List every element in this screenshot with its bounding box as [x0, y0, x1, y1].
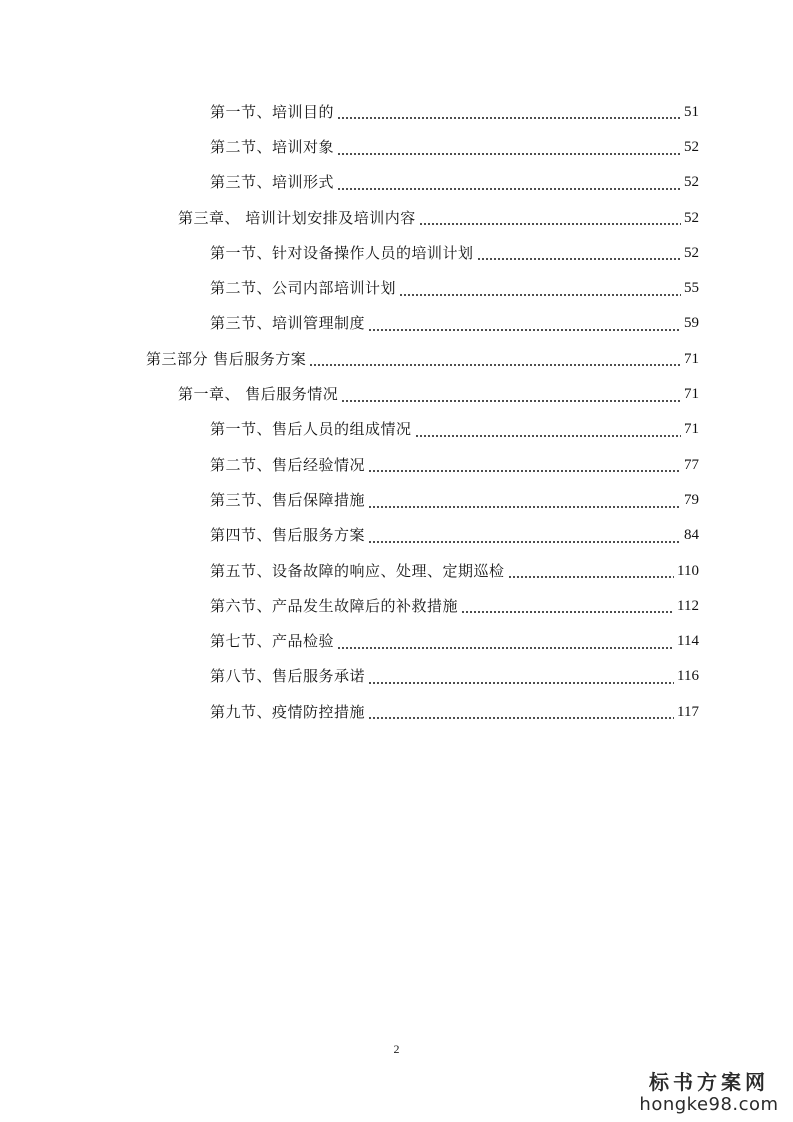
toc-entry[interactable] [0, 200, 793, 235]
toc-entry-title: 第七节、产品检验 [210, 632, 335, 651]
toc-entry-title: 第六节、产品发生故障后的补救措施 [210, 596, 459, 615]
toc-entry[interactable] [0, 129, 793, 164]
toc-entry[interactable] [0, 482, 793, 517]
toc-page-number: 110 [677, 562, 699, 579]
watermark-logo [639, 1070, 779, 1116]
toc-entry[interactable] [0, 553, 793, 588]
toc-dot-leader [341, 400, 681, 402]
toc-entry-title: 第二节、售后经验情况 [210, 455, 366, 474]
toc-page-number: 52 [684, 209, 699, 226]
toc-dot-leader [419, 223, 681, 225]
toc-dot-leader [368, 506, 681, 508]
toc-entry-title: 第一章、 售后服务情况 [178, 385, 339, 404]
toc-page-number: 59 [684, 315, 699, 332]
toc-entry-title: 第八节、售后服务承诺 [210, 667, 366, 686]
toc-dot-leader [477, 258, 681, 260]
toc-dot-leader [399, 294, 681, 296]
toc-entry-title: 第一节、针对设备操作人员的培训计划 [210, 243, 474, 262]
toc-dot-leader [368, 682, 674, 684]
toc-dot-leader [309, 364, 681, 366]
toc-entry[interactable] [0, 447, 793, 482]
toc-dot-leader [508, 576, 675, 578]
toc-page-number: 71 [684, 350, 699, 367]
toc-entry[interactable] [0, 270, 793, 305]
toc-entry[interactable] [0, 306, 793, 341]
toc-page-number: 71 [684, 386, 699, 403]
toc-page-number: 79 [684, 491, 699, 508]
toc-entry-title: 第二节、培训对象 [210, 137, 335, 156]
toc-dot-leader [337, 647, 674, 649]
toc-entry-title: 第二节、公司内部培训计划 [210, 279, 397, 298]
toc-dot-leader [337, 153, 681, 155]
toc-page-number: 52 [684, 244, 699, 261]
toc-page-number: 71 [684, 421, 699, 438]
toc-entry[interactable] [0, 659, 793, 694]
toc-page-number: 114 [677, 633, 699, 650]
page-number: 2 [393, 1042, 400, 1056]
toc-dot-leader [368, 541, 681, 543]
toc-page-number: 52 [684, 174, 699, 191]
toc-entry[interactable] [0, 235, 793, 270]
toc-entry[interactable] [0, 623, 793, 658]
toc-page-number: 112 [677, 597, 699, 614]
toc-entry[interactable] [0, 94, 793, 129]
table-of-contents [0, 94, 793, 729]
toc-dot-leader [368, 329, 681, 331]
toc-dot-leader [337, 117, 681, 119]
toc-page-number: 116 [677, 668, 699, 685]
toc-entry-title: 第一节、售后人员的组成情况 [210, 420, 412, 439]
toc-entry-title: 第五节、设备故障的响应、处理、定期巡检 [210, 561, 505, 580]
toc-dot-leader [337, 188, 681, 190]
toc-dot-leader [461, 611, 674, 613]
toc-page-number: 84 [684, 527, 699, 544]
toc-entry[interactable] [0, 412, 793, 447]
toc-entry-title: 第三章、 培训计划安排及培训内容 [178, 208, 416, 227]
watermark-name: 标书方案网 [649, 1070, 769, 1094]
toc-entry[interactable] [0, 376, 793, 411]
toc-entry[interactable] [0, 165, 793, 200]
toc-entry[interactable] [0, 694, 793, 729]
toc-entry-title: 第四节、售后服务方案 [210, 526, 366, 545]
toc-page-number: 77 [684, 456, 699, 473]
toc-entry-title: 第九节、疫情防控措施 [210, 702, 366, 721]
watermark-url: hongke98.com [639, 1094, 779, 1115]
toc-entry[interactable] [0, 518, 793, 553]
toc-entry[interactable] [0, 341, 793, 376]
toc-page-number: 55 [684, 280, 699, 297]
toc-dot-leader [368, 717, 674, 719]
toc-entry-title: 第三节、售后保障措施 [210, 490, 366, 509]
toc-page-number: 117 [677, 703, 699, 720]
toc-entry-title: 第一节、培训目的 [210, 102, 335, 121]
toc-dot-leader [368, 470, 681, 472]
toc-entry[interactable] [0, 588, 793, 623]
toc-page-number: 51 [684, 103, 699, 120]
toc-dot-leader [415, 435, 681, 437]
toc-entry-title: 第三节、培训形式 [210, 173, 335, 192]
toc-entry-title: 第三节、培训管理制度 [210, 314, 366, 333]
toc-page-number: 52 [684, 138, 699, 155]
toc-entry-title: 第三部分 售后服务方案 [146, 349, 307, 368]
